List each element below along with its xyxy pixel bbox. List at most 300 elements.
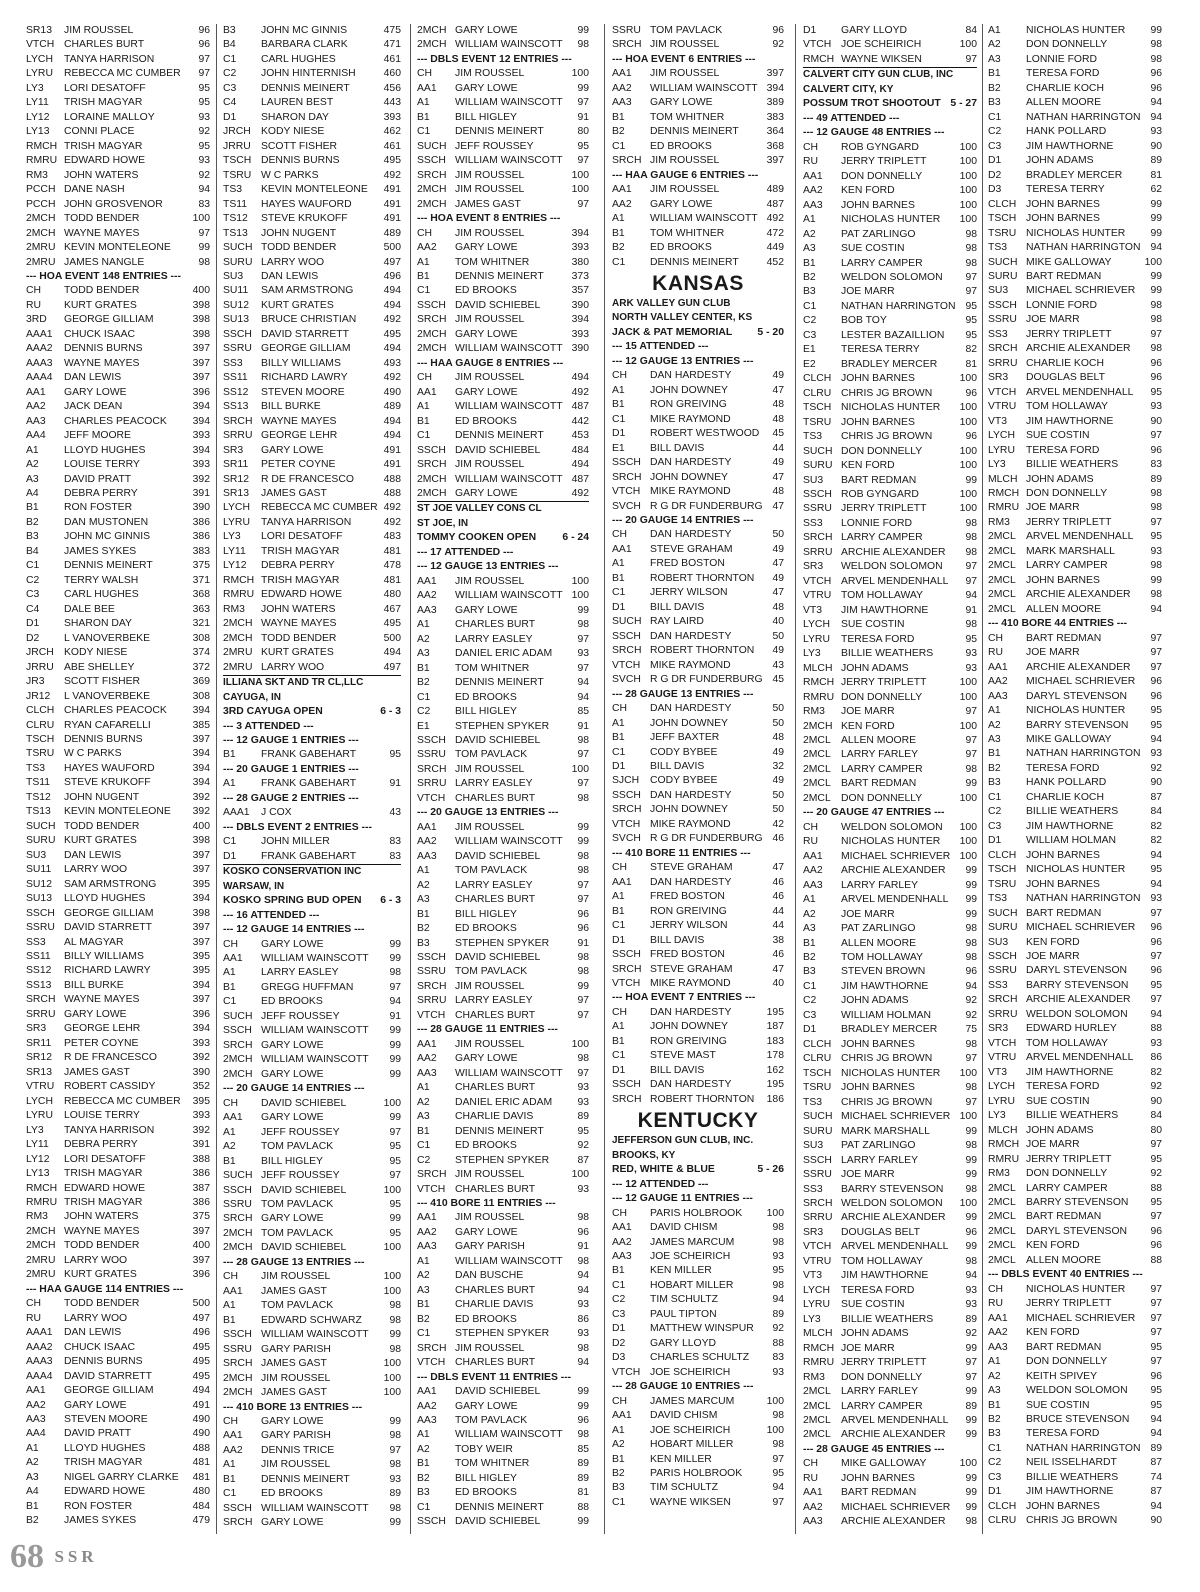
result-row [988,1225,1162,1239]
shooter-name: BOB TOY [841,315,887,327]
result-row [612,934,784,948]
class-code: RMCH [988,1139,1020,1151]
result-row [417,937,589,951]
class-code: B1 [223,1314,236,1326]
shooter-name: MATTHEW WINSPUR [650,1323,754,1335]
class-code: AA1 [612,876,632,888]
score: 100 [383,1387,401,1399]
result-row [26,67,210,81]
shooter-name: ED BROOKS [455,1487,517,1499]
shooter-name: GARY LOWE [261,938,324,950]
score: 89 [577,1472,589,1484]
shooter-name: R G DR FUNDERBURG [650,500,763,512]
class-code: SURU [988,270,1018,282]
result-row [612,760,784,774]
score: 392 [192,1052,210,1064]
results-column-3 [417,24,589,1534]
shooter-name: ARCHIE ALEXANDER [1026,994,1131,1006]
result-row [803,1240,977,1254]
shooter-name: TODD BENDER [64,213,140,225]
score: 91 [389,778,401,790]
class-code: C3 [988,820,1002,832]
result-row [988,53,1162,67]
score: 100 [959,1111,977,1123]
shooter-name: JEFF BAXTER [650,732,720,744]
score: 100 [959,214,977,226]
shooter-name: ALLEN MOORE [1026,1254,1102,1266]
result-row [26,458,210,472]
shooter-name: DAN MUSTONEN [64,516,149,528]
score: 95 [1150,864,1162,876]
class-code: B2 [26,1515,39,1527]
class-code: SR11 [26,1037,52,1049]
event-header: --- 12 GAUGE 13 ENTRIES --- [417,561,559,573]
result-row [988,776,1162,790]
result-row [223,299,401,313]
shooter-name: BILLY WILLIAMS [261,357,341,369]
shooter-name: CHARLES BURT [455,1284,536,1296]
shooter-name: TERESA FORD [841,633,915,645]
class-code: SSCH [223,1502,252,1514]
shooter-name: DARYL STEVENSON [1026,965,1128,977]
shooter-name: ED BROOKS [455,691,517,703]
class-code: AA2 [988,1327,1008,1339]
class-code: SSCH [803,489,832,500]
page-footer [10,1538,98,1578]
class-code: A2 [988,39,1001,51]
shooter-name: DAVID STARRETT [261,328,349,340]
shooter-name: FRED BOSTON [650,949,725,961]
class-code: SSCH [417,155,446,167]
shooter-name: ARCHIE ALEXANDER [841,1429,946,1441]
score: 99 [965,908,977,920]
result-row [417,647,589,661]
result-row [803,908,977,922]
score: 96 [965,966,977,978]
score: 99 [965,1472,977,1484]
result-row [223,588,401,602]
class-code: 2MCL [988,589,1016,601]
class-code: D1 [223,850,237,862]
class-code: 2MCH [417,488,447,499]
class-code: 2MCH [417,25,447,36]
class-code: SSRU [223,1198,252,1210]
score: 88 [1150,1182,1162,1194]
score: 94 [577,1284,589,1296]
score: 95 [389,1227,401,1239]
class-code: AA2 [612,1236,632,1248]
score: 386 [192,1196,210,1208]
shooter-name: DAN HARDESTY [650,703,732,715]
result-row [26,661,210,675]
class-code: SS12 [26,965,52,977]
class-code: LY12 [223,560,247,572]
result-row [612,543,784,557]
score: 98 [772,1222,784,1234]
score: 400 [192,1240,210,1252]
score: 32 [772,760,784,772]
club-info: CAYUGA, IN [223,691,281,703]
result-row [417,256,589,270]
result-row [988,154,1162,168]
score: 97 [1150,1139,1162,1151]
score: 99 [965,1125,977,1137]
score: 92 [965,1009,977,1021]
result-row [417,1327,589,1341]
class-code: B3 [803,286,816,298]
shooter-name: STEVEN BROWN [841,966,926,978]
class-code: B1 [417,662,430,674]
score: 99 [389,1329,401,1341]
score: 99 [389,1054,401,1066]
result-row [612,1322,784,1336]
state-heading: KANSAS [652,271,744,295]
result-row [988,1254,1162,1268]
class-code: C1 [612,746,626,758]
class-code: A1 [612,717,625,729]
event-header: --- HOA EVENT 8 ENTRIES --- [417,213,561,225]
shooter-name: DAVID CHISM [650,1410,718,1422]
shooter-name: RON FOSTER [64,1500,133,1512]
class-code: CH [612,1207,628,1219]
class-code: TS3 [988,893,1008,905]
class-code: CLRU [26,719,55,731]
shooter-name: JIM ROUSSEL [650,39,720,51]
shooter-name: PAT ZARLINGO [841,228,916,240]
class-code: SURU [223,256,253,268]
result-row [417,893,589,907]
shooter-name: DENNIS MEINERT [650,126,739,138]
class-code: AA3 [612,1250,632,1262]
result-row [803,994,977,1008]
class-code: SR13 [26,25,52,36]
result-row [612,1078,784,1092]
class-code: 2MCL [803,763,831,775]
result-row [223,835,401,849]
score: 100 [571,575,589,587]
shooter-name: BILL DAVIS [650,760,705,772]
score: 82 [1150,835,1162,847]
result-row [988,1442,1162,1456]
score: 99 [577,980,589,992]
class-code: VTCH [26,39,55,51]
class-code: VTRU [26,1081,55,1093]
class-code: SS13 [223,401,249,413]
result-row [803,1009,977,1023]
score: 88 [1150,1254,1162,1266]
result-row [988,1109,1162,1123]
score: 94 [1150,111,1162,123]
class-code: 2MCL [803,792,831,804]
class-code: TSRU [223,169,252,181]
shooter-name: JOHN BARNES [841,373,915,385]
result-row [417,284,589,298]
shooter-name: CHARLES BURT [455,1082,536,1094]
class-code: 2MCH [223,632,253,644]
shooter-name: RYAN CAFARELLI [64,719,151,731]
shooter-name: BART REDMAN [841,778,917,790]
result-row [988,1326,1162,1340]
shooter-name: BART REDMAN [841,1487,917,1499]
club-info: BROOKS, KY [612,1149,676,1161]
score: 94 [1150,97,1162,109]
class-code: B1 [612,227,625,239]
class-code: 2MCL [803,1415,831,1426]
class-code: SS11 [26,951,51,962]
class-code: TS3 [223,184,243,196]
result-row [803,228,977,242]
class-code: SJCH [612,775,640,787]
shooter-name: CHARLIE KOCH [1026,791,1104,803]
class-code: B1 [612,399,625,411]
class-code: AAA2 [26,343,53,355]
score: 97 [1150,647,1162,659]
class-code: AA1 [612,184,632,196]
class-code: LY12 [26,1153,50,1165]
shooter-name: DAN HARDESTY [650,630,732,642]
score: 98 [577,792,589,804]
class-code: 2MRU [26,1269,56,1281]
result-row [223,1372,401,1386]
shooter-name: JAMES GAST [261,488,327,499]
class-code: AA1 [417,1038,437,1050]
score: 92 [1150,1081,1162,1093]
class-code: 2MCL [988,603,1016,615]
score: 375 [192,560,210,572]
result-row [803,980,977,994]
shooter-name: PAUL TIPTON [650,1308,717,1320]
class-code: C1 [26,560,40,572]
score: 96 [577,1415,589,1426]
shooter-name: DANE NASH [64,184,125,196]
shooter-name: GARY LOWE [455,604,518,616]
score: 98 [389,1300,401,1312]
score: 380 [571,256,589,268]
class-code: LY3 [803,648,821,660]
score: 490 [383,386,401,398]
shooter-name: KEVIN MONTELEONE [261,184,368,196]
score: 390 [192,1066,210,1078]
class-code: TSRU [988,878,1017,890]
result-row [988,1239,1162,1253]
score: 94 [389,996,401,1008]
score: 495 [383,328,401,340]
shooter-name: JOE MARR [1026,314,1080,326]
class-code: SSCH [803,1154,832,1166]
result-row [803,922,977,936]
score: 489 [766,184,784,196]
score: 93 [577,1082,589,1094]
score: 100 [1144,256,1162,268]
result-row [26,1182,210,1196]
score: 98 [965,952,977,963]
result-row [612,427,784,441]
result-row [988,140,1162,154]
shooter-name: BARRY STEVENSON [1026,979,1129,991]
shooter-name: EDWARD HOWE [261,589,343,601]
shooter-name: MICHAEL SCHRIEVER [1026,676,1136,688]
shooter-name: TOM PAVLACK [455,966,528,978]
class-code: AA3 [803,199,823,211]
state-heading: KENTUCKY [637,1109,759,1133]
result-row [988,458,1162,472]
score: 396 [192,1269,210,1281]
score: 481 [383,574,401,586]
class-code: SRRU [803,546,833,558]
shooter-name: DON DONNELLY [841,792,923,804]
shoot-name: KOSKO SPRING BUD OPEN [223,895,362,907]
shooter-name: LLOYD HUGHES [64,1442,146,1454]
class-code: 2MCL [988,560,1016,572]
score: 96 [1150,357,1162,369]
class-code: SR13 [26,1066,52,1078]
score: 42 [772,818,784,830]
score: 97 [577,662,589,674]
shooter-name: JIM ROUSSEL [455,763,525,775]
score: 489 [383,401,401,413]
class-code: SVCH [612,674,641,686]
shooter-name: JOE MARR [841,286,895,298]
class-code: B1 [803,937,816,949]
shooter-name: JOHN BARNES [1026,878,1100,890]
shooter-name: TOM PAVLACK [455,1415,528,1426]
class-code: AA2 [803,185,823,197]
class-code: B3 [988,1428,1001,1440]
shooter-name: LLOYD HUGHES [64,893,146,905]
result-row [612,832,784,846]
event-header: --- 28 GAUGE 2 ENTRIES --- [223,792,359,804]
shooter-name: EDWARD HOWE [64,1486,146,1498]
class-code: CH [612,1006,628,1018]
shooter-name: JOHN BARNES [1026,198,1100,210]
score: 394 [192,705,210,717]
score: 97 [965,1096,977,1108]
score: 49 [772,370,784,382]
result-row [26,733,210,747]
result-row [803,271,977,285]
result-row [988,1427,1162,1441]
results-page [26,24,1186,1534]
result-row [417,1457,589,1471]
class-code: AAA1 [223,807,250,819]
score: 492 [383,169,401,181]
result-row [612,1279,784,1293]
class-code: TSRU [26,748,55,760]
score: 100 [959,402,977,414]
score: 99 [965,865,977,877]
result-row [26,1254,210,1268]
score: 394 [192,444,210,456]
score: 372 [192,661,210,673]
score: 93 [772,1250,784,1262]
class-code: SRCH [223,1358,253,1370]
score: 100 [959,489,977,500]
result-row [803,213,977,227]
class-code: A1 [612,891,625,903]
shooter-name: JOHN DOWNEY [650,1021,728,1033]
shooter-name: FRANK GABEHART [261,749,357,761]
result-row [988,805,1162,819]
class-code: AA1 [223,1285,243,1297]
event-header: --- 16 ATTENDED --- [223,909,320,921]
class-code: AAA3 [26,357,53,369]
shooter-name: DEBRA PERRY [64,488,138,499]
class-code: B3 [417,1487,430,1499]
score: 93 [965,648,977,660]
result-row [26,299,210,313]
club-info: CALVERT CITY GUN CLUB, INC [803,69,954,81]
shooter-name: ABE SHELLEY [64,661,135,673]
class-code: A2 [417,879,430,891]
score: 93 [389,1473,401,1485]
score: 98 [965,923,977,935]
class-code: CH [26,1298,42,1310]
class-code: LY13 [26,1168,50,1180]
class-code: CH [988,632,1004,644]
score: 83 [772,1352,784,1364]
score: 98 [577,1429,589,1441]
score: 363 [192,603,210,615]
class-code: JR3 [26,676,45,688]
class-code: SUCH [988,256,1018,268]
score: 100 [766,1395,784,1407]
shooter-name: JOHN MC GINNIS [64,531,151,543]
result-row [612,1020,784,1034]
score: 98 [772,1279,784,1291]
class-code: 2MCH [223,1387,253,1399]
shooter-name: CARL HUGHES [64,589,139,601]
shooter-name: TOM PAVLACK [455,865,528,877]
class-code: SUCH [612,616,642,628]
shooter-name: TANYA HARRISON [64,53,155,65]
score: 43 [772,659,784,671]
score: 478 [383,560,401,572]
class-code: SR3 [988,372,1009,384]
event-header: --- HAA GAUGE 114 ENTRIES --- [26,1283,184,1295]
result-row [612,1496,784,1510]
result-row [803,1255,977,1269]
class-code: VTCH [417,792,446,804]
result-row [803,1371,977,1385]
shooter-name: NICHOLAS HUNTER [1026,1283,1126,1295]
shooter-name: JOE MARR [1026,502,1080,514]
result-row [803,314,977,328]
class-code: C3 [988,140,1002,152]
shooter-name: JOHN HINTERNISH [261,68,356,80]
score: 88 [1150,1023,1162,1035]
score: 89 [1150,473,1162,485]
event-header: --- HOA EVENT 148 ENTRIES --- [26,270,181,282]
shoot-title [612,1163,784,1177]
class-code: AA1 [417,1386,437,1398]
result-row [417,705,589,719]
score: 100 [571,184,589,196]
results-column-1 [26,24,210,1534]
result-row [417,67,589,81]
result-row [417,1226,589,1240]
shooter-name: ARCHIE ALEXANDER [1026,661,1131,673]
class-code: D2 [612,1337,626,1349]
result-row [988,1456,1162,1470]
shooter-name: DAVID SCHIEBEL [455,1516,541,1528]
score: 187 [766,1021,784,1033]
score: 488 [192,1442,210,1454]
score: 98 [577,619,589,631]
result-row [988,1384,1162,1398]
class-code: AA1 [803,850,823,862]
shooter-name: DAVID CHISM [650,1222,718,1234]
club-info: CALVERT CITY, KY [803,83,894,95]
